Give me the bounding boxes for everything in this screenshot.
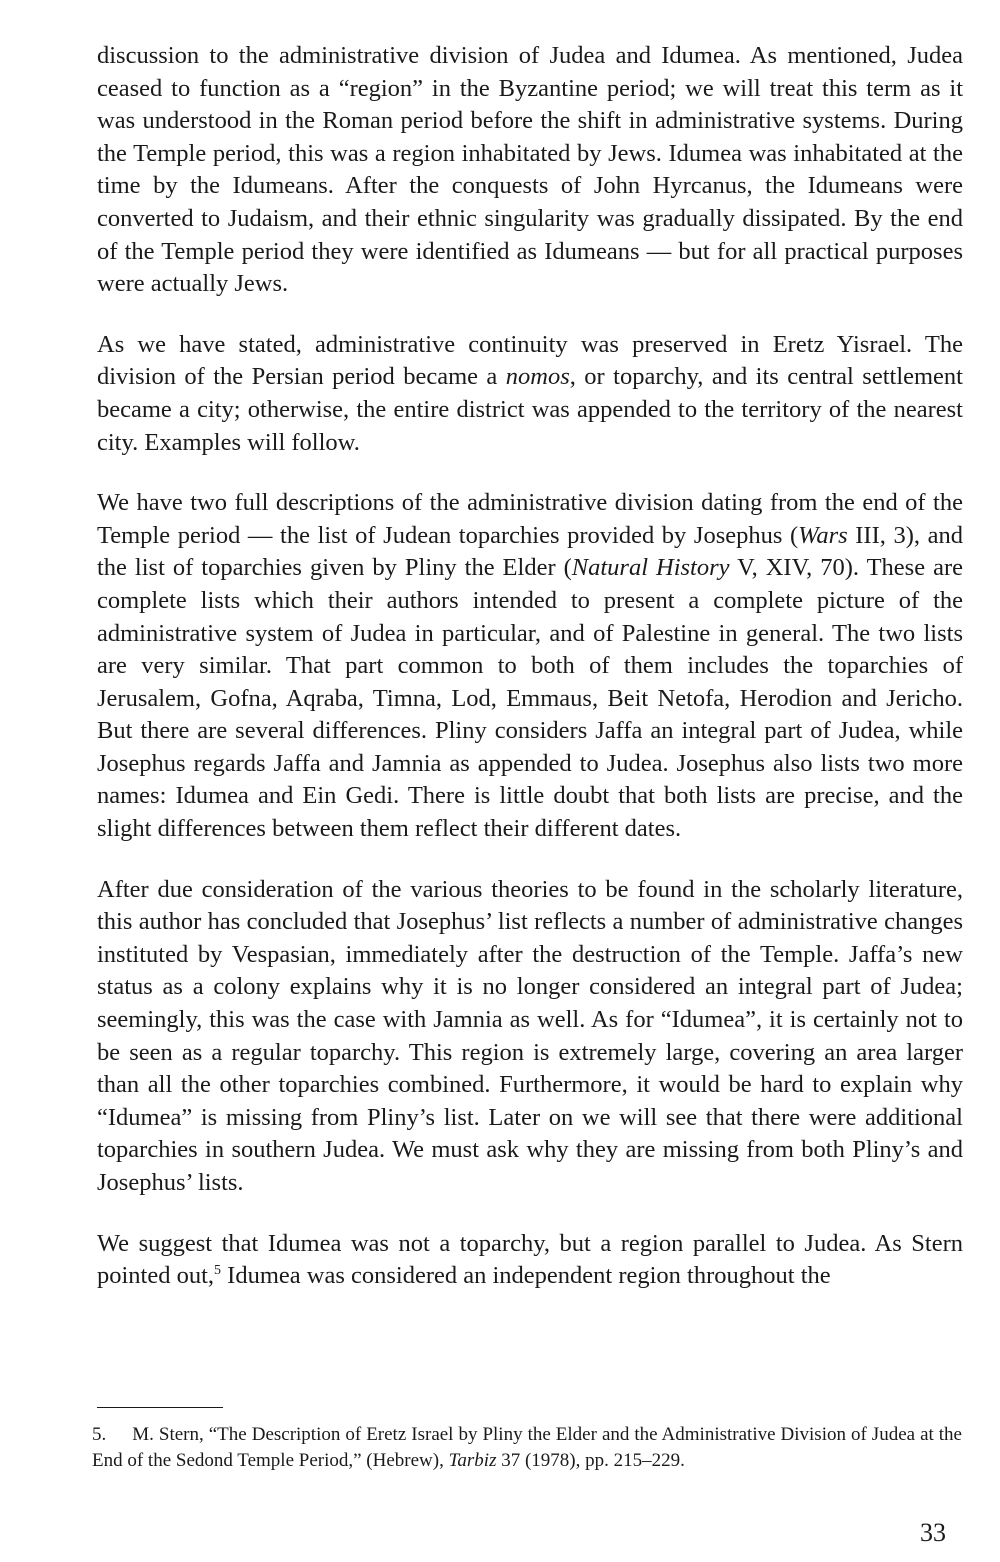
italic-text: nomos	[505, 363, 570, 391]
italic-text: Wars	[798, 521, 848, 549]
text-run: V, XIV, 70). These are complete lists which their authors intended to present a complete picture of the administrative system of Judea in particular, and of Palestine in general. The two lists are very similar. That part common to both of them includes the toparchies of Jerusalem, Gofna, Aqraba, Timna, Lod, Emmaus, Beit Netofa, Herodion and Jericho. But there are several differences. Pliny considers Jaffa an integral part of Judea, while Josephus regards Jaffa and Jamnia as appended to Judea. Josephus also lists two more names: Idumea and Ein Gedi. There is little doubt that both lists are precise, and the slight differences between them reflect their different dates.	[97, 554, 963, 843]
italic-text: Natural History	[571, 554, 730, 582]
text-run: 37 (1978), pp. 215–229.	[496, 1450, 685, 1471]
page-number: 33	[920, 1518, 946, 1547]
italic-text: Tarbiz	[448, 1450, 497, 1471]
footnote	[92, 1422, 962, 1474]
footnote-marker: 5	[214, 1263, 222, 1279]
text-run: We have two full descriptions of the administrative division dating from the end of the Temple period — the list of Judean toparchies provided by Josephus (	[97, 489, 963, 549]
footnote-number: 5.	[92, 1424, 107, 1445]
paragraph	[97, 874, 963, 1200]
footnote-text	[92, 1424, 962, 1471]
text-run: III, 3), and the list of toparchies given by Pliny the Elder (	[97, 521, 963, 582]
text-run: Idumea was considered an independent region throughout the	[221, 1262, 831, 1290]
text-run: , or toparchy, and its central settlement became a city; otherwise, the entire district was appended to the territory of the nearest city. Examples will follow.	[97, 363, 963, 456]
paragraph	[97, 40, 963, 301]
text-run: After due consideration of the various theories to be found in the scholarly literature, this author has concluded that Josephus’ list reflects a number of administrative changes instituted by Vespasian, immediately after the destruction of the Temple. Jaffa’s new status as a colony explains why it is no longer considered an integral part of Judea; seemingly, this was the case with Jamnia as well. As for “Idumea”, it is certainly not to be seen as a regular toparchy. This region is extremely large, covering an area larger than all the other toparchies combined. Furthermore, it would be hard to explain why “Idumea” is missing from Pliny’s list. Later on we will see that there were additional toparchies in southern Judea. We must ask why they are missing from both Pliny’s and Josephus’ lists.	[97, 875, 963, 1196]
paragraph	[97, 1228, 963, 1293]
footnote-separator	[97, 1407, 223, 1408]
body-text	[97, 40, 963, 1293]
text-run: We suggest that Idumea was not a toparchy, but a region parallel to Judea. As Stern pointed out,	[97, 1229, 963, 1290]
text-run: As we have stated, administrative continuity was preserved in Eretz Yisrael. The division of the Persian period became a	[97, 330, 963, 391]
text-run: discussion to the administrative division of Judea and Idumea. As mentioned, Judea ceased to function as a “region” in the Byzantine period; we will treat this term as it was understood in the Roman period before the shift in administrative systems. During the Temple period, this was a region inhabitated by Jews. Idumea was inhabitated at the time by the Idumeans. After the conquests of John Hyrcanus, the Idumeans were converted to Judaism, and their ethnic singularity was gradually dissipated. By the end of the Temple period they were identified as Idumeans — but for all practical purposes were actually Jews.	[97, 42, 963, 298]
paragraph	[97, 329, 963, 459]
text-run: M. Stern, “The Description of Eretz Israel by Pliny the Elder and the Administrative Division of Judea at the End of the Sedond Temple Period,” (Hebrew),	[92, 1424, 962, 1471]
paragraph	[97, 487, 963, 846]
